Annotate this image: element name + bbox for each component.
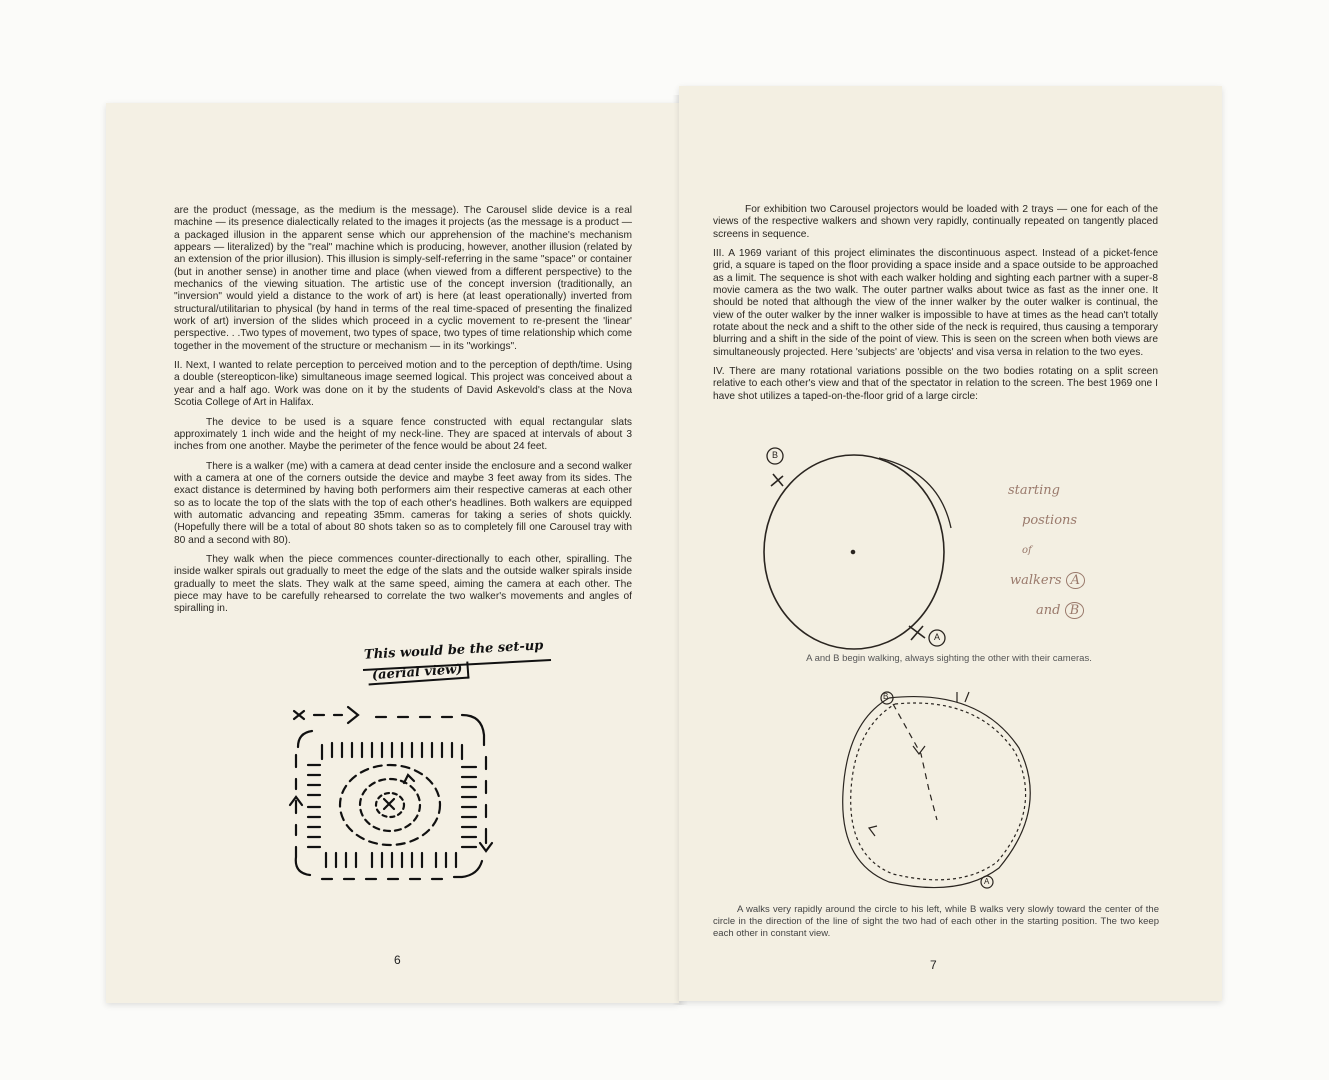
handnote-line-5 [1036, 596, 1085, 626]
left-paragraph-5: They walk when the piece commences counter-directionally to each other, spiralling. The inside walker spirals out gradually to meet the edge of the slats and the outside walker spirals inside gradually to meet the slats. They walk at the same speed, aiming the camera at each other. The piece may have to be carefully rehearsed to correlate the two walker's movements and angles of spiralling in. [174, 553, 632, 615]
circle-diagram-start [759, 436, 979, 666]
circle-diagram-motion [839, 686, 1039, 896]
handnote-circle-b: B [1065, 602, 1085, 619]
right-paragraph-3: IV. There are many rotational variations possible on the two bodies rotating on a split screen relative to each other's view and that of the spectator in relation to the screen. The best 1969 one I have shot utilizes a taped-on-the-floor grid of a large circle: [713, 366, 1158, 402]
handnote-circle-a: A [1066, 572, 1085, 589]
left-paragraph-4: There is a walker (me) with a camera at dead center inside the enclosure and a second walker with a camera at one of the corners outside the device and maybe 3 feet away from its sides. The exact distance is determined by having both performers aim their respective cameras at each other so as to locate the top of the slats with the top of each other's headlines. Both walkers are equipped with automatic advancing and repeating 35mm. cameras for taking a series of shots quickly. (Hopefully there will be a total of about 80 shots taken so as to completely fill one Carousel tray with 80 and a second with 80). [174, 460, 632, 546]
left-paragraph-2: II. Next, I wanted to relate perception to perceived motion and to the perception of depth/time. Using a double (stereopticon-like) simultaneous image seemed logical. This project was conceived about a year and a half ago. Work was done on it by the students of David Askevold's class at the Nova Scotia College of Art in Halifax. [174, 360, 632, 409]
label-a-start: A [934, 632, 941, 642]
label-b-motion: B [883, 692, 889, 701]
right-page-number: 7 [930, 958, 937, 972]
label-b-start: B [772, 450, 779, 460]
caption-motion: A walks very rapidly around the circle to his left, while B walks very slowly toward the center of the circle in the direction of the line of sight the two had of each other in the starting position. The two keep each other in constant view. [713, 904, 1159, 939]
handnote-walkers: walkers [1010, 573, 1062, 588]
left-page-number: 6 [394, 953, 401, 967]
aerial-view-sketch [286, 693, 526, 893]
label-a-motion: A [984, 877, 990, 886]
handnote-line-1: starting [1008, 483, 1060, 498]
handwritten-underline [361, 658, 561, 678]
right-paragraph-2: III. A 1969 variant of this project eliminates the discontinuous aspect. Instead of a picket-fence grid, a square is taped on the floor providing a space inside and a space outside to be approached as a limit. The sequence is shot with each walker holding and sighting each partner with a super-8 movie camera as the two walk. The outer partner walks about twice as fast as the inner one. It should be noted that although the view of the inner walker by the outer walker is continual, the view of the outer walker by the inner walker is impossible to have at times as the head can't totally rotate about the neck and a shift to the other side of the neck is required, thus causing a temporary blurring and a shift in the side of the point of view. This is seen on the screen when both views are simultaneously projected. Here 'subjects' are 'objects' and visa versa in relation to the two eyes. [713, 248, 1158, 358]
right-paragraph-1: For exhibition two Carousel projectors would be loaded with 2 trays — one for each of the views of the respective walkers and shown very rapidly, continually repeated on tangently placed screens in sequence. [713, 204, 1158, 240]
handwritten-caption-line2: (aerial view) [368, 662, 470, 686]
left-page-body [174, 205, 632, 623]
handnote-line-2: postions [1022, 513, 1078, 528]
left-paragraph-1: are the product (message, as the medium is the message). The Carousel slide device is a real machine — its presence dialectically related to the images it projects (as the message is a product — a packaged illusion in the apparent sense which our apprehension of the machine's mechanism appears — literalized) by the "real" machine which is producing, however, another illusion (related by an extension of the prior illusion). This illusion is simply-self-referring in the same "space" or container (but in another sense) in another time and place (when viewed from a different perspective) to the mechanics of the viewing situation. The artistic use of the concept inversion (traditionally, an "inversion" would yield a distance to the work of art) is here (at least operationally) inverted from structural/utilitarian to physical (by hand in terms of the real time-spaced of presenting the finalized work of art) inversion of the slides which proceed in a cyclic movement to re-present the 'linear' perspective. . .Two types of movement, two types of space, two types of time relationship which come together in the movement of the structure or mechanism — in its "workings". [174, 205, 632, 352]
handnote-line-3: of [1022, 545, 1032, 556]
left-paragraph-3: The device to be used is a square fence constructed with equal rectangular slats approximately 1 inch wide and the height of my neck-line. They are spaced at intervals of about 3 inches from one another. Maybe the perimeter of the fence would be about 24 feet. [174, 416, 632, 453]
handnote-and: and [1036, 603, 1061, 618]
handnote-line-4 [1010, 566, 1085, 596]
right-page [679, 86, 1222, 1001]
right-page-body [713, 204, 1158, 410]
caption-begin-walking: A and B begin walking, always sighting the other with their cameras. [806, 653, 1092, 664]
handnote-starting-positions [1004, 476, 1085, 626]
left-page [106, 103, 679, 1003]
handwritten-caption-line1: This would be the set-up [363, 638, 544, 663]
